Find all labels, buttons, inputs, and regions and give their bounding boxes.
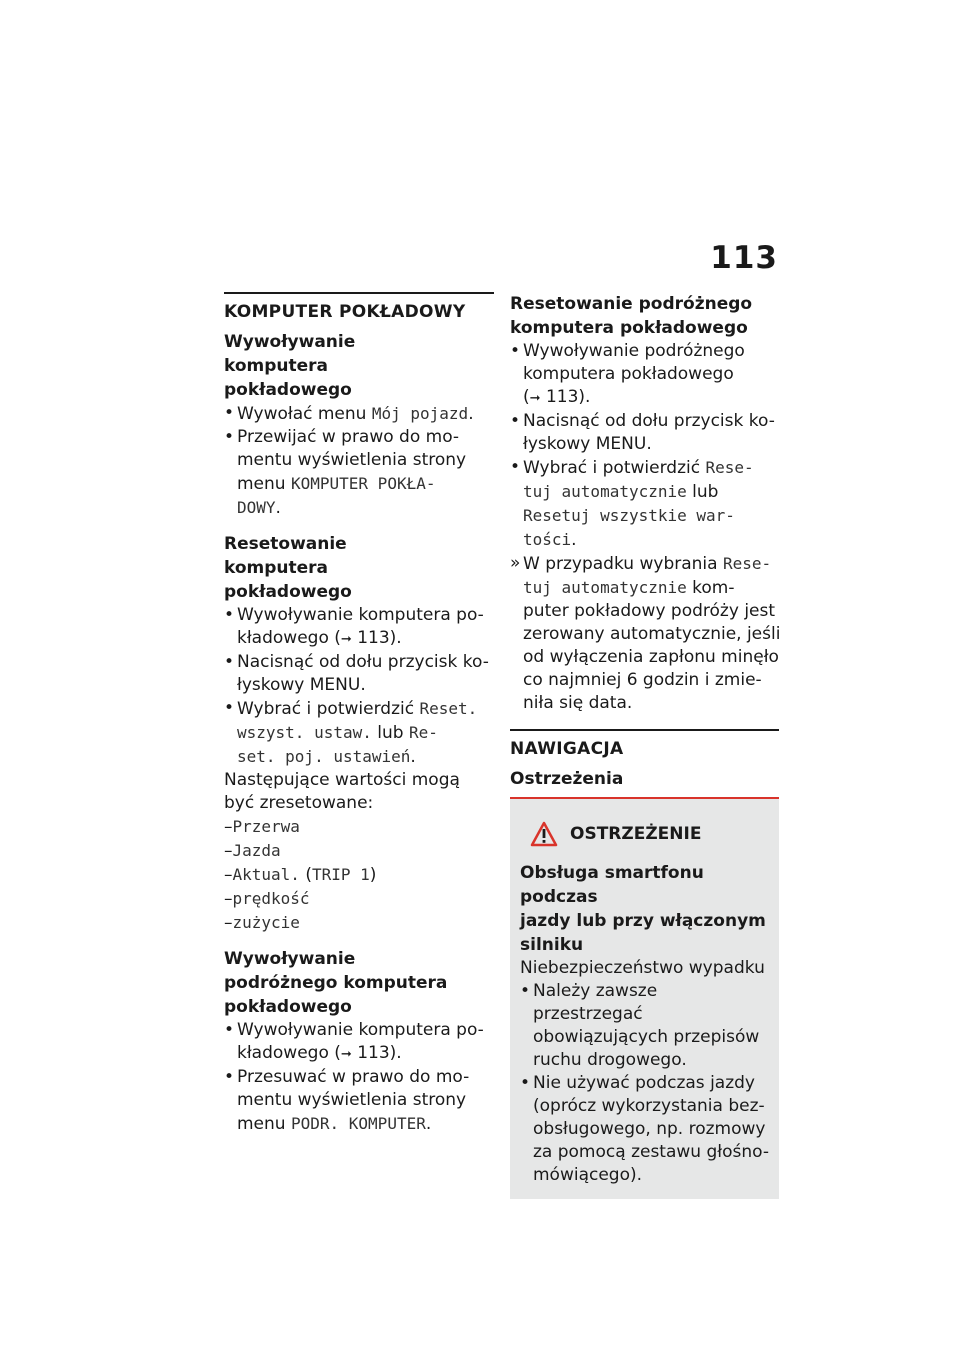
text-line: łyskowy MENU. xyxy=(523,434,652,454)
list-item: • Wybrać i potwierdzić Rese- xyxy=(510,457,754,478)
text-line: wszyst. ustaw. lub Re- xyxy=(237,723,438,743)
list-item: • Nacisnąć od dołu przycisk ko- xyxy=(224,652,489,672)
text-line: niła się data. xyxy=(523,693,633,713)
section-divider xyxy=(510,729,779,731)
menu-code: Mój pojazd xyxy=(371,404,469,423)
list-item: • Wywołać menu Mój pojazd. xyxy=(224,403,474,424)
text-line: kładowego (➞ 113). xyxy=(224,1042,494,1066)
result-item: » W przypadku wybrania Rese- xyxy=(510,553,772,574)
page-ref-arrow-icon: ➞ xyxy=(340,1047,352,1062)
text-line: co najmniej 6 godzin i zmie- xyxy=(523,670,762,690)
dash-item: –zużycie xyxy=(224,913,300,933)
dash-item: –Jazda xyxy=(224,841,281,861)
subheading-podrozny: Wywoływanie podróżnego komputera pokładowego xyxy=(224,949,448,1017)
text-line: obsługowego, np. rozmowy xyxy=(533,1119,766,1139)
page-ref-arrow-icon: ➞ xyxy=(529,391,541,406)
text-line: łyskowy MENU. xyxy=(237,675,366,695)
text-line: Następujące wartości mogą xyxy=(224,770,460,790)
list-item: • Nie używać podczas jazdy xyxy=(520,1073,755,1093)
text-line: zerowany automatycznie, jeśli xyxy=(523,624,781,644)
list-item: • Wybrać i potwierdzić Reset. xyxy=(224,698,478,719)
text-line: puter pokładowy podróży jest xyxy=(523,601,776,621)
warning-text: Niebezpieczeństwo wypadku xyxy=(520,958,765,978)
text-line: mówiącego). xyxy=(533,1165,643,1185)
warning-header xyxy=(520,821,769,847)
subheading-resetowanie: Resetowanie komputera pokładowego xyxy=(224,534,352,602)
text-line: (oprócz wykorzystania bez- xyxy=(533,1096,765,1116)
dash-item: –Aktual. (TRIP 1) xyxy=(224,865,377,885)
section-title-nawigacja: NAWIGACJA xyxy=(510,739,624,759)
right-column xyxy=(510,292,779,1199)
warning-box xyxy=(510,799,779,1199)
subheading-wywolywanie: Wywoływanie komputera pokładowego xyxy=(224,332,356,400)
list-item: • Wywoływanie podróżnego xyxy=(510,341,745,361)
section-title-komputer: KOMPUTER POKŁADOWY xyxy=(224,302,466,322)
text-line: obowiązujących przepisów xyxy=(533,1027,760,1047)
text-line: kładowego (➞ 113). xyxy=(224,627,494,651)
list-item: • Należy zawsze przestrzegać xyxy=(520,981,658,1024)
text-line: za pomocą zestawu głośno- xyxy=(533,1142,769,1162)
warning-triangle-icon xyxy=(530,821,558,847)
list-item: • Przewijać w prawo do mo- xyxy=(224,427,460,447)
text-line: komputera pokładowego xyxy=(523,364,734,384)
list-item: • Wywoływanie komputera po- xyxy=(224,1020,484,1040)
warning-subtitle: Obsługa smartfonu podczas jazdy lub przy włączonym silniku xyxy=(520,863,766,955)
text-line: tuj automatycznie lub xyxy=(523,482,719,502)
list-item: • Nacisnąć od dołu przycisk ko- xyxy=(510,411,775,431)
list-item: • Wywoływanie komputera po- xyxy=(224,605,484,625)
page-number: 113 xyxy=(710,240,778,276)
text-line: być zresetowane: xyxy=(224,793,374,813)
nav-section xyxy=(510,729,779,1199)
text-line: set. poj. ustawień. xyxy=(237,747,416,767)
text-line: mentu wyświetlenia strony xyxy=(237,1090,467,1110)
text-line: (➞ 113). xyxy=(510,386,779,410)
text-line: Resetuj wszystkie war- xyxy=(523,506,735,525)
left-column xyxy=(224,292,494,1136)
section-divider xyxy=(224,292,494,294)
page-ref-arrow-icon: ➞ xyxy=(340,632,352,647)
text-line: tuj automatycznie kom- xyxy=(523,578,735,598)
text-line: tości. xyxy=(523,530,577,550)
dash-item: –Przerwa xyxy=(224,817,300,837)
subheading-ostrzezenia: Ostrzeżenia xyxy=(510,769,624,789)
text-line: od wyłączenia zapłonu minęło xyxy=(523,647,779,667)
text-line: DOWY. xyxy=(237,498,281,518)
text-line: ruchu drogowego. xyxy=(533,1050,687,1070)
text-line: menu KOMPUTER POKŁA- xyxy=(237,474,436,494)
result-arrow-icon: » xyxy=(510,553,521,573)
warning-title: OSTRZEŻENIE xyxy=(570,824,702,844)
list-item: • Przesuwać w prawo do mo- xyxy=(224,1067,470,1087)
subheading-reset-podrozny: Resetowanie podróżnego komputera pokładowego xyxy=(510,294,753,338)
text-line: mentu wyświetlenia strony xyxy=(237,450,467,470)
text-line: menu PODR. KOMPUTER. xyxy=(237,1114,432,1134)
dash-item: –prędkość xyxy=(224,889,310,909)
